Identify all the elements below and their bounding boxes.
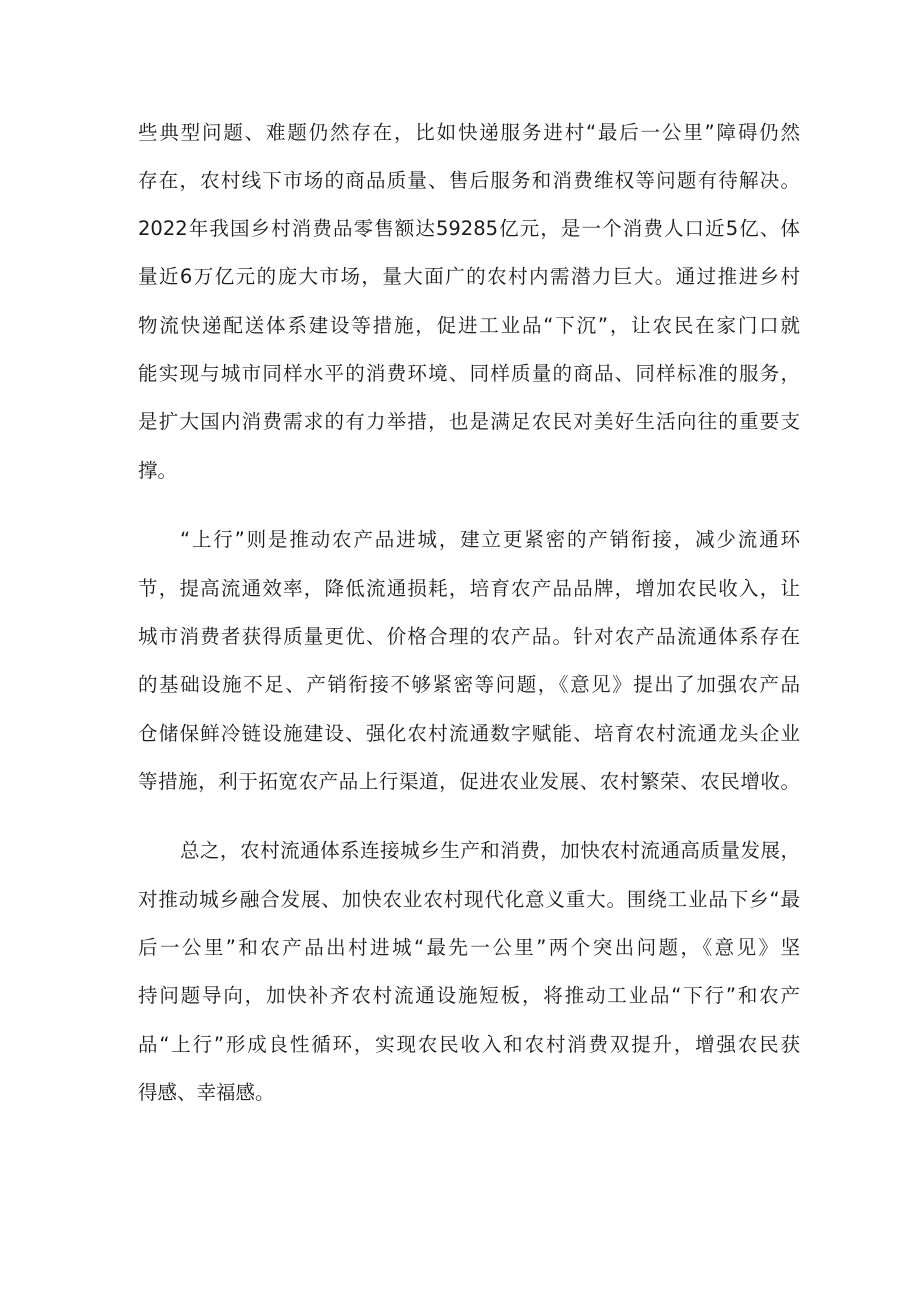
text-line: 品“上行”形成良性循环，实现农民收入和农村消费双提升，增强农民获 — [138, 1033, 800, 1056]
text-line: 的基础设施不足、产销衔接不够紧密等问题，《意见》提出了加强农产品 — [138, 673, 800, 696]
text-line: 等措施，利于拓宽农产品上行渠道，促进农业发展、农村繁荣、农民增收。 — [138, 770, 800, 793]
text-line: 能实现与城市同样水平的消费环境、同样质量的商品、同样标准的服务， — [138, 362, 800, 385]
text-line: 后一公里”和农产品出村进城“最先一公里”两个突出问题，《意见》坚 — [138, 936, 800, 959]
text-line: 撑。 — [138, 459, 178, 482]
text-line: 2022年我国乡村消费品零售额达59285亿元，是一个消费人口近5亿、体 — [138, 217, 800, 240]
text-line: 些典型问题、难题仍然存在，比如快递服务进村“最后一公里”障碍仍然 — [138, 121, 800, 144]
text-line: 物流快递配送体系建设等措施，促进工业品“下沉”，让农民在家门口就 — [138, 314, 800, 337]
text-line: 总之，农村流通体系连接城乡生产和消费，加快农村流通高质量发展， — [180, 839, 800, 862]
text-line: “上行”则是推动农产品进城，建立更紧密的产销衔接，减少流通环 — [180, 528, 800, 551]
text-line: 城市消费者获得质量更优、价格合理的农产品。针对农产品流通体系存在 — [138, 625, 800, 648]
text-line: 得感、幸福感。 — [138, 1081, 275, 1104]
text-line: 量近6万亿元的庞大市场，量大面广的农村内需潜力巨大。通过推进乡村 — [138, 265, 800, 288]
text-line: 节，提高流通效率，降低流通损耗，培育农产品品牌，增加农民收入，让 — [138, 577, 800, 600]
text-line: 是扩大国内消费需求的有力举措，也是满足农民对美好生活向往的重要支 — [138, 410, 800, 433]
text-line: 存在，农村线下市场的商品质量、售后服务和消费维权等问题有待解决。 — [138, 169, 800, 192]
text-line: 仓储保鲜冷链设施建设、强化农村流通数字赋能、培育农村流通龙头企业 — [138, 722, 800, 745]
text-line: 持问题导向，加快补齐农村流通设施短板，将推动工业品“下行”和农产 — [138, 984, 800, 1007]
text-line: 对推动城乡融合发展、加快农业农村现代化意义重大。围绕工业品下乡“最 — [138, 888, 800, 911]
